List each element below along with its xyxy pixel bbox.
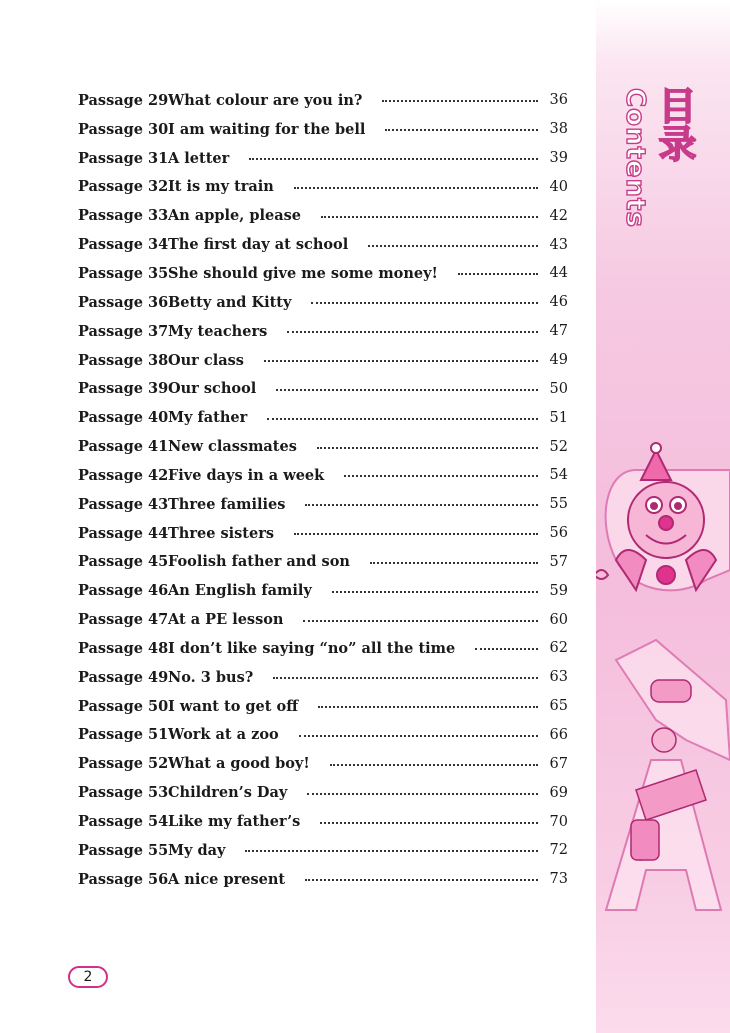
toc-entry[interactable] [78,346,568,375]
dot-leader [332,591,538,593]
toc-passage-number: Passage 33 [78,207,169,225]
toc-entry[interactable] [78,461,568,490]
toc-page-number: 40 [549,178,568,195]
toc-title: Three sisters [168,524,275,542]
toc-passage-number: Passage 29 [78,91,169,109]
toc-title: The first day at school [168,236,349,254]
toc-entry[interactable] [78,432,568,461]
toc-passage-number: Passage 41 [78,438,169,456]
toc-title: My teachers [168,322,268,340]
toc-page-number: 67 [549,755,568,772]
toc-page-number: 47 [549,323,568,340]
toc-passage-number: Passage 35 [78,264,169,282]
toc-passage-number: Passage 52 [78,755,169,773]
toc-passage-number: Passage 49 [78,668,169,686]
toc-title: I want to get off [168,697,299,715]
toc-title: My day [168,841,226,859]
toc-title: Our class [168,351,244,369]
toc-passage-number: Passage 40 [78,409,169,427]
toc-title: Five days in a week [168,466,325,484]
toc-title: My father [168,409,248,427]
toc-passage-number: Passage 46 [78,582,169,600]
toc-entry[interactable] [78,605,568,634]
toc-passage-number: Passage 56 [78,870,169,888]
dot-leader [273,677,538,679]
toc-passage-number: Passage 37 [78,322,169,340]
toc-page-number: 54 [549,467,568,484]
dot-leader [320,822,538,824]
toc-page-number: 59 [549,582,568,599]
toc-entry[interactable] [78,201,568,230]
toc-passage-number: Passage 39 [78,380,169,398]
toc-passage-number: Passage 45 [78,553,169,571]
toc-title: An English family [168,582,312,600]
toc-entry[interactable] [78,115,568,144]
toc-entry[interactable] [78,374,568,403]
dot-leader [294,533,538,535]
dot-leader [321,216,538,218]
toc-title: Our school [168,380,257,398]
toc-title: Like my father’s [168,813,301,831]
dot-leader [458,273,538,275]
page-number: 2 [68,966,108,988]
toc-page-number: 42 [549,207,568,224]
toc-page-number: 60 [549,611,568,628]
toc-page-number: 57 [549,553,568,570]
toc-passage-number: Passage 55 [78,841,169,859]
toc-page-number: 69 [549,784,568,801]
dot-leader [294,187,538,189]
toc-title: An apple, please [168,207,301,225]
toc-entry[interactable] [78,778,568,807]
toc-passage-number: Passage 47 [78,611,169,629]
toc-entry[interactable] [78,692,568,721]
toc-title: New classmates [168,438,297,456]
table-of-contents [78,86,568,894]
toc-entry[interactable] [78,634,568,663]
toc-title: What a good boy! [168,755,310,773]
toc-passage-number: Passage 44 [78,524,169,542]
toc-entry[interactable] [78,173,568,202]
toc-page-number: 43 [549,236,568,253]
dot-leader [303,620,538,622]
dot-leader [382,100,538,102]
toc-entry[interactable] [78,721,568,750]
toc-page-number: 51 [549,409,568,426]
toc-entry[interactable] [78,317,568,346]
dot-leader [307,793,538,795]
toc-page-number: 49 [549,352,568,369]
toc-passage-number: Passage 34 [78,236,169,254]
dot-leader [385,129,538,131]
dot-leader [287,331,538,333]
toc-title: Three families [168,495,286,513]
toc-passage-number: Passage 42 [78,466,169,484]
toc-page-number: 72 [549,842,568,859]
toc-title: Betty and Kitty [168,293,292,311]
toc-passage-number: Passage 50 [78,697,169,715]
toc-passage-number: Passage 32 [78,178,169,196]
dot-leader [276,389,538,391]
toc-title: No. 3 bus? [168,668,254,686]
toc-page-number: 66 [549,726,568,743]
toc-entry[interactable] [78,288,568,317]
toc-title: I am waiting for the bell [168,120,366,138]
toc-page-number: 39 [549,150,568,167]
dot-leader [475,648,538,650]
toc-title: I don’t like saying “no” all the time [168,639,456,657]
toc-entry[interactable] [78,548,568,577]
toc-page-number: 73 [549,871,568,888]
toc-title: At a PE lesson [168,611,284,629]
dot-leader [267,418,538,420]
toc-page-number: 65 [549,698,568,715]
toc-page-number: 62 [549,640,568,657]
toc-title: It is my train [168,178,274,196]
dot-leader [299,735,538,737]
toc-passage-number: Passage 51 [78,726,169,744]
toc-entry[interactable] [78,807,568,836]
toc-entry[interactable] [78,663,568,692]
toc-page-number: 63 [549,669,568,686]
toc-passage-number: Passage 54 [78,813,169,831]
dot-leader [264,360,538,362]
toc-page-number: 56 [549,525,568,542]
toc-title: Foolish father and son [168,553,350,571]
dot-leader [249,158,538,160]
toc-passage-number: Passage 43 [78,495,169,513]
toc-entry[interactable] [78,259,568,288]
toc-title: A nice present [168,870,286,888]
toc-entry[interactable] [78,749,568,778]
dot-leader [368,245,538,247]
toc-page-number: 55 [549,496,568,513]
toc-title: Children’s Day [168,784,288,802]
dot-leader [317,447,538,449]
toc-entry[interactable] [78,144,568,173]
dot-leader [305,879,538,881]
toc-page-number: 36 [549,92,568,109]
toc-entry[interactable] [78,836,568,865]
toc-entry[interactable] [78,230,568,259]
toc-title: She should give me some money! [168,264,438,282]
contents-heading-cn: 目录 [652,86,696,162]
dot-leader [245,850,538,852]
toc-page-number: 46 [549,294,568,311]
toc-title: Work at a zoo [168,726,279,744]
toc-page-number: 70 [549,813,568,830]
dot-leader [370,562,538,564]
toc-entry[interactable] [78,490,568,519]
toc-page-number: 50 [549,380,568,397]
contents-heading: Contents [620,88,650,228]
toc-entry[interactable] [78,576,568,605]
toc-entry[interactable] [78,519,568,548]
toc-entry[interactable] [78,403,568,432]
dot-leader [305,504,538,506]
toc-page-number: 38 [549,121,568,138]
toc-passage-number: Passage 36 [78,293,169,311]
toc-passage-number: Passage 31 [78,149,169,167]
toc-passage-number: Passage 53 [78,784,169,802]
toc-page-number: 44 [549,265,568,282]
dot-leader [311,302,538,304]
toc-passage-number: Passage 48 [78,639,169,657]
dot-leader [344,475,538,477]
toc-entry[interactable] [78,865,568,894]
toc-page-number: 52 [549,438,568,455]
toc-title: What colour are you in? [168,91,363,109]
dot-leader [330,764,538,766]
toc-entry[interactable] [78,86,568,115]
toc-passage-number: Passage 30 [78,120,169,138]
dot-leader [318,706,538,708]
toc-title: A letter [168,149,230,167]
toc-passage-number: Passage 38 [78,351,169,369]
